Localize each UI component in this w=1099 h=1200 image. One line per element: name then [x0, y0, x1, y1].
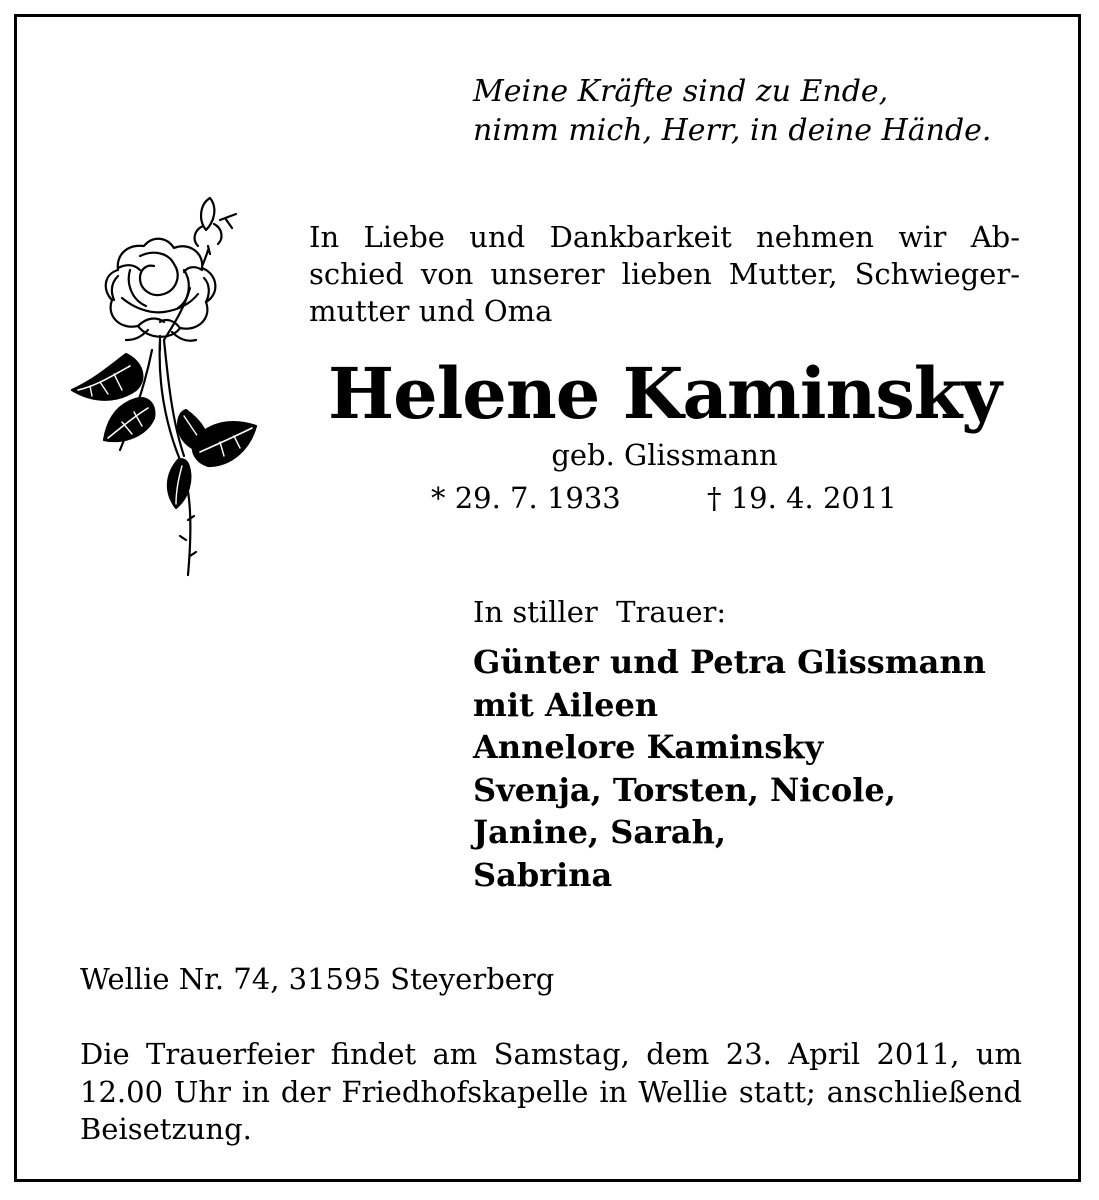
service-line-3: Beisetzung.	[80, 1112, 252, 1146]
service-line-1: Die Trauerfeier findet am Samstag, dem 23. April 2011, um	[80, 1037, 1022, 1071]
birth-date: * 29. 7. 1933	[431, 481, 621, 515]
verse-line-2: nimm mich, Herr, in deine Hände.	[473, 113, 992, 148]
address: Wellie Nr. 74, 31595 Steyerberg	[80, 962, 555, 996]
rose-icon	[60, 190, 260, 580]
intro-line-1: In Liebe und Dankbarkeit nehmen wir Ab-	[309, 220, 1020, 254]
intro-line-3: mutter und Oma	[309, 294, 553, 328]
mourner-line: Svenja, Torsten, Nicole,	[473, 770, 896, 809]
mourner-line: mit Aileen	[473, 685, 659, 724]
verse	[473, 72, 991, 150]
mourner-line: Sabrina	[473, 855, 613, 894]
service-info	[80, 1036, 1022, 1149]
verse-line-1: Meine Kräfte sind zu Ende,	[473, 74, 889, 109]
mourning-heading: In stiller Trauer:	[473, 595, 727, 629]
mourners-list	[473, 641, 986, 896]
intro-text	[309, 219, 1020, 330]
deceased-name: Helene Kaminsky	[328, 352, 1001, 435]
mourner-line: Günter und Petra Glissmann	[473, 643, 986, 681]
service-line-2: 12.00 Uhr in der Friedhofskapelle in Wellie statt; anschließend	[80, 1074, 1022, 1109]
mourner-line: Annelore Kaminsky	[473, 728, 824, 766]
intro-line-2: schied von unserer lieben Mutter, Schwieger-	[309, 257, 1020, 291]
mourner-line: Janine, Sarah,	[473, 813, 727, 851]
death-date: † 19. 4. 2011	[707, 481, 897, 515]
maiden-name: geb. Glissmann	[551, 438, 778, 472]
